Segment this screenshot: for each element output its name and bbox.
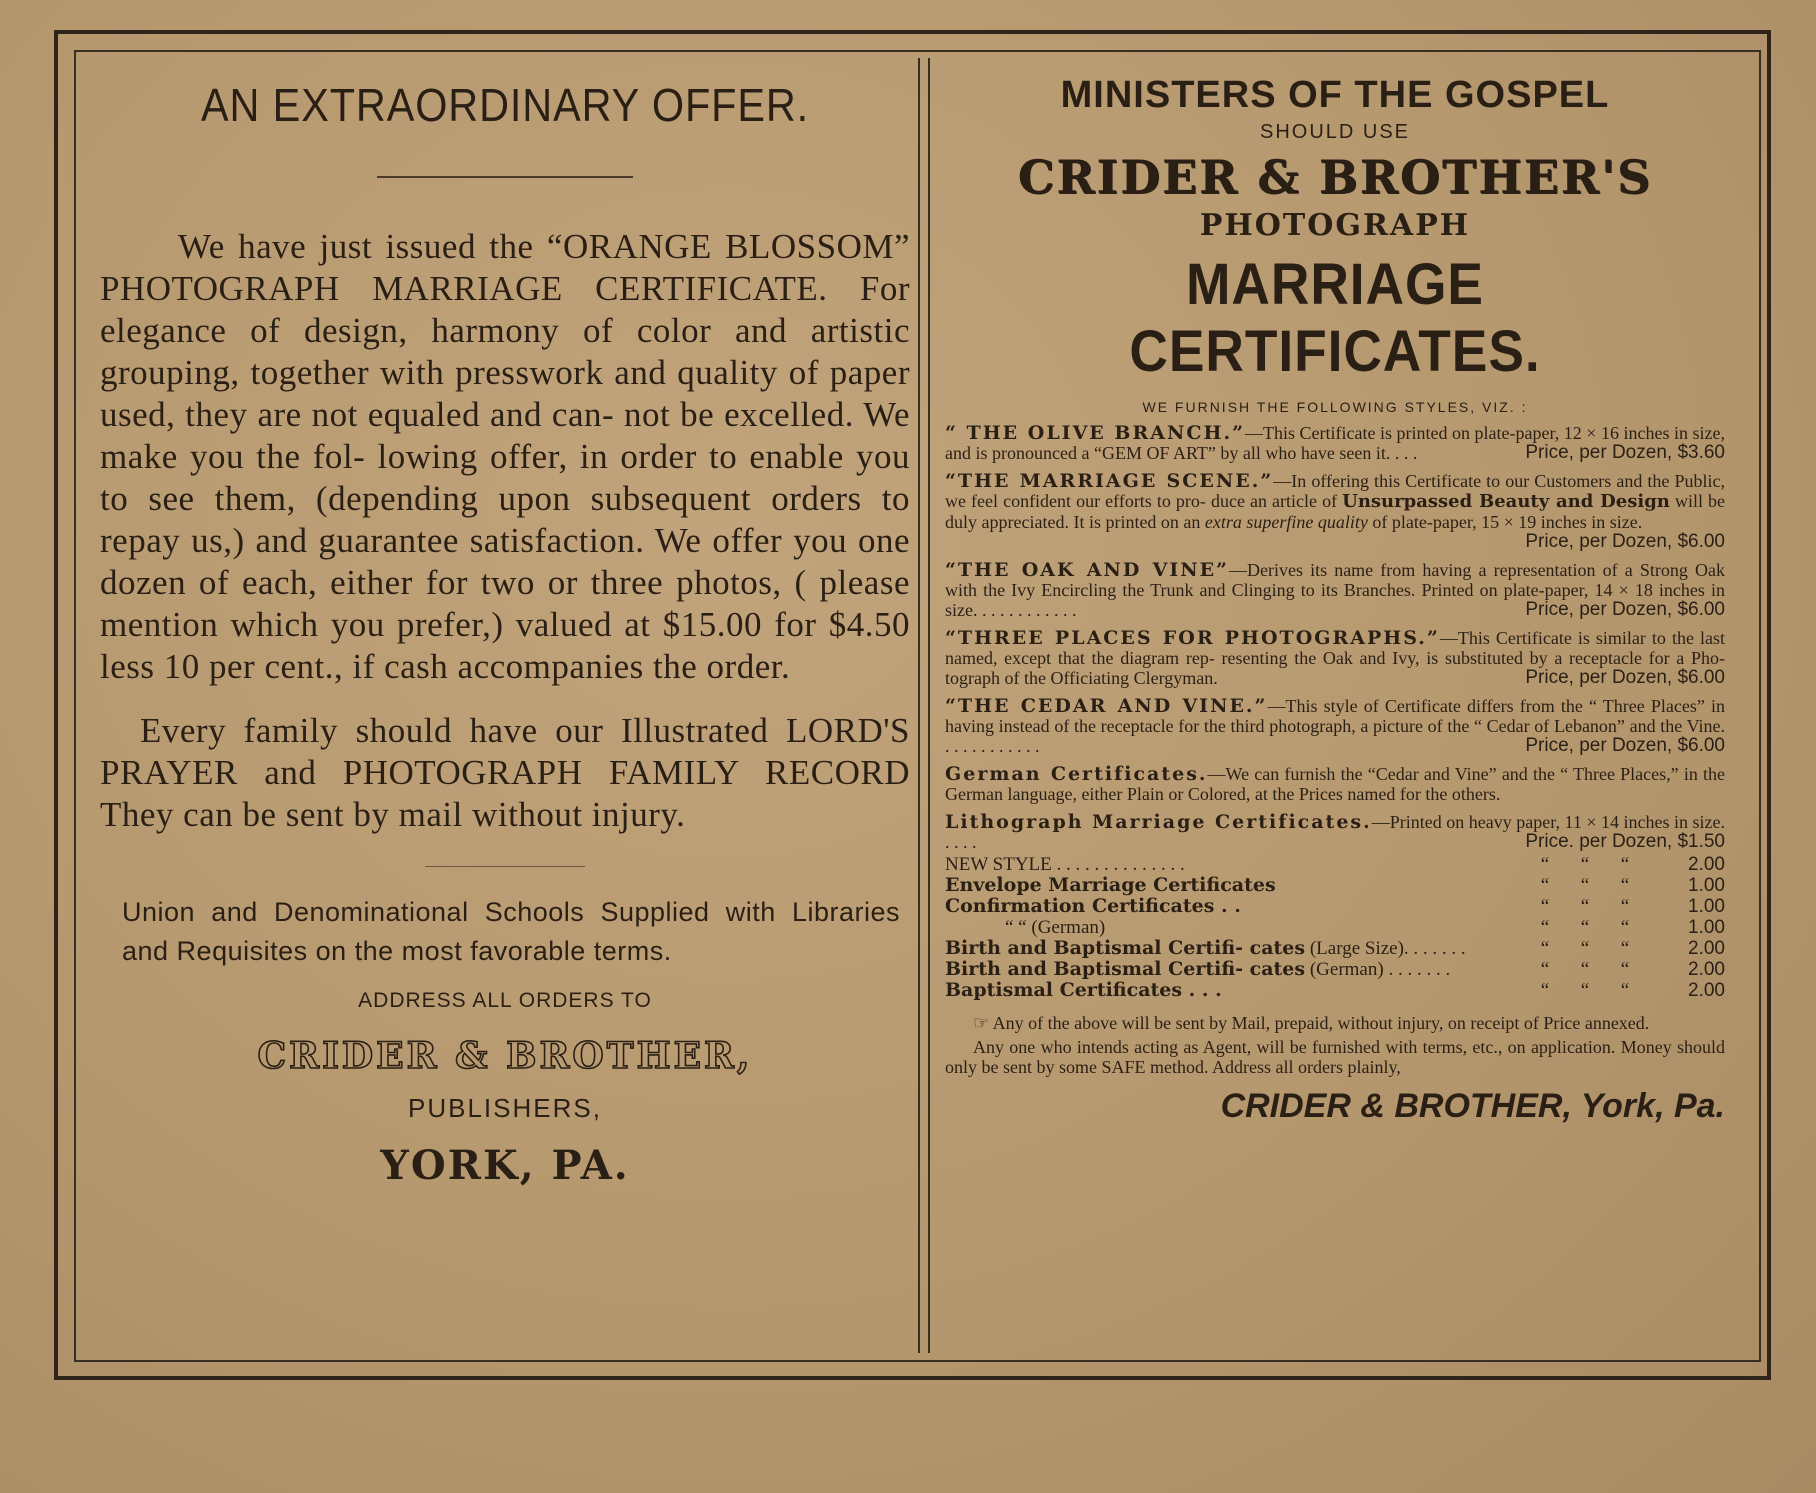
ditto-mark: “ [1580,854,1590,875]
entry-price: Price, per Dozen, $6.00 [1525,667,1725,688]
lithograph-entry [945,812,1725,852]
entry-heading: “THREE PLACES FOR PHOTOGRAPHS.” [945,627,1440,649]
entry-body: —This Certificate is printed on plate-paper, 12 × 16 inches in size, and is pronounced a “GEM OF ART” by all who have seen it. . . . [945,423,1725,463]
section-rule [425,866,585,867]
entry-heading: “THE CEDAR AND VINE.” [945,695,1268,717]
price-value: 2.00 [1688,938,1725,959]
marriage-certificates-heading: MARRIAGE CERTIFICATES. [1129,252,1541,384]
price-item: Confirmation Certificates . . [945,895,1241,917]
price-value: 1.00 [1688,875,1725,896]
price-row [945,854,1725,875]
entry-body: of plate-paper, 15 × 19 inches in size. [1372,512,1643,532]
oak-vine-entry [945,560,1725,620]
entry-heading: “THE OAK AND VINE” [945,559,1229,581]
price-value: 1.00 [1688,896,1725,917]
entry-body: will be duly appreciated. It is printed on an [945,491,1726,532]
furnish-line: WE FURNISH THE FOLLOWING STYLES, VIZ. : [1142,399,1528,415]
ditto-mark: “ [1580,959,1590,980]
price-list [945,854,1725,1001]
entry-italic: extra superfine quality [1204,512,1368,532]
ditto-mark: “ [1540,959,1550,980]
ditto-mark: “ [1620,980,1630,1001]
price-row [945,896,1725,917]
price-item: “ “ (German) [1005,917,1106,938]
entry-body: —In offering this Certificate to our Customers and the Public, we feel confident our efforts to pro- duce an article of [945,471,1725,511]
offer-title: AN EXTRAORDINARY OFFER. [200,79,810,131]
price-row [945,959,1725,980]
entry-emphasis: Unsurpassed Beauty and Design [1342,491,1670,512]
price-item: Envelope Marriage Certificates [945,874,1276,896]
price-value: 2.00 [1688,959,1725,980]
ditto-mark: “ [1620,854,1630,875]
ditto-mark: “ [1540,980,1550,1001]
offer-paragraph: We have just issued the “ORANGE BLOSSOM” PHOTOGRAPH MARRIAGE CERTIFICATE. For elegance of design, harmony of color and artistic grouping, together with presswork and quality of paper used, they are not equaled and can- not be excelled. We make you the fol- lowing offer, in order to enable you to see them, (depending upon subsequent orders to repay us,) and guarantee satisfaction. We offer you one dozen of each, either for two or three photos, ( please mention which you prefer,) valued at $15.00 for $4.50 less 10 per cent., if cash accompanies the order. [100,227,910,686]
address-line: ADDRESS ALL ORDERS TO [358,989,652,1012]
should-use-label: SHOULD USE [1259,121,1411,143]
entry-price: Price, per Dozen, $6.00 [1525,531,1725,552]
price-value: 1.00 [1688,917,1725,938]
price-item: Birth and Baptismal Certifi- cates (Large Size). . . . . . . [945,937,1466,959]
ditto-mark: “ [1580,875,1590,896]
ditto-mark: “ [1540,854,1550,875]
entry-price: Price. per Dozen, $1.50 [1525,831,1725,852]
crider-heading: CRIDER & BROTHER'S [1017,150,1653,204]
title-rule [377,176,633,178]
cedar-vine-entry [945,696,1725,756]
right-column [945,60,1725,1126]
notes-block [945,1013,1725,1077]
family-paragraph: Every family should have our Illustrated LORD'S PRAYER and PHOTOGRAPH FAMILY RECORD They can be sent by mail without injury. [100,711,910,834]
price-item: NEW STYLE . . . . . . . . . . . . . . [945,854,1185,875]
ditto-mark: “ [1540,875,1550,896]
mail-note: ☞ Any of the above will be sent by Mail, prepaid, without injury, on receipt of Price annexed. [973,1013,1650,1033]
photograph-heading: PHOTOGRAPH [1199,208,1471,243]
ditto-mark: “ [1580,896,1590,917]
entry-heading: “THE MARRIAGE SCENE.” [945,470,1274,492]
entry-body: —We can furnish the “Cedar and Vine” and the “ Three Places,” in the German language, either Plain or Colored, at the Prices named for the others. [945,764,1725,804]
price-row [945,917,1725,938]
ditto-mark: “ [1540,896,1550,917]
ditto-mark: “ [1580,980,1590,1001]
entry-heading: “ THE OLIVE BRANCH.” [945,422,1245,444]
agent-note: Any one who intends acting as Agent, will be furnished with terms, etc., on application. Money should only be sent by some SAFE method. Address all orders plainly, [945,1037,1725,1077]
ditto-mark: “ [1620,938,1630,959]
ditto-mark: “ [1580,938,1590,959]
entry-heading: Lithograph Marriage Certificates. [945,811,1372,833]
price-value: 2.00 [1688,854,1725,875]
city-label: YORK, PA. [380,1142,630,1189]
three-places-entry [945,628,1725,688]
entry-heading: German Certificates. [945,763,1208,785]
german-certificates-entry [945,764,1725,804]
price-row [945,875,1725,896]
entry-body: —This style of Certificate differs from the “ Three Places” in having instead of the receptacle for the third photograph, a picture of the “ Cedar of Lebanon” and the Vine. . . . . . . . . . . . [945,696,1725,756]
entry-body: —Printed on heavy paper, 11 × 14 inches in size. . . . . [945,812,1726,852]
schools-text: Union and Denominational Schools Supplied with Libraries and Requisites on the most favorable terms. [122,897,900,966]
entry-price: Price, per Dozen, $3.60 [1525,442,1725,463]
olive-branch-entry [945,423,1725,463]
ditto-mark: “ [1620,875,1630,896]
ditto-mark: “ [1580,917,1590,938]
price-item: Birth and Baptismal Certifi- cates (German) . . . . . . . [945,958,1451,980]
entry-body: —Derives its name from having a representation of a Strong Oak with the Ivy Encircling the Trunk and Clinging to its Branches. Printed on plate-paper, 14 × 18 inches in size. . . . . . . . . . . . [945,560,1725,620]
publishers-label: PUBLISHERS, [408,1093,602,1123]
price-item: Baptismal Certificates . . . [945,979,1222,1001]
left-column [100,60,910,1189]
ministers-heading: MINISTERS OF THE GOSPEL [1060,74,1610,116]
entry-price: Price, per Dozen, $6.00 [1525,599,1725,620]
ditto-mark: “ [1540,938,1550,959]
price-row [945,938,1725,959]
entry-price: Price, per Dozen, $6.00 [1525,735,1725,756]
ditto-mark: “ [1620,959,1630,980]
column-divider-right [928,58,930,1353]
price-value: 2.00 [1688,980,1725,1001]
signature: CRIDER & BROTHER, York, Pa. [1220,1087,1725,1125]
marriage-scene-entry [945,471,1725,552]
ditto-mark: “ [1540,917,1550,938]
ditto-mark: “ [1620,917,1630,938]
price-row [945,980,1725,1001]
entry-body: —This Certificate is similar to the last named, except that the diagram rep- resenting the Oak and Ivy, is substituted by a receptacle for a Pho- tograph of the Officiating Clergyman. [945,628,1725,688]
column-divider-left [918,58,920,1353]
firm-name: CRIDER & BROTHER, [257,1035,753,1077]
ditto-mark: “ [1620,896,1630,917]
